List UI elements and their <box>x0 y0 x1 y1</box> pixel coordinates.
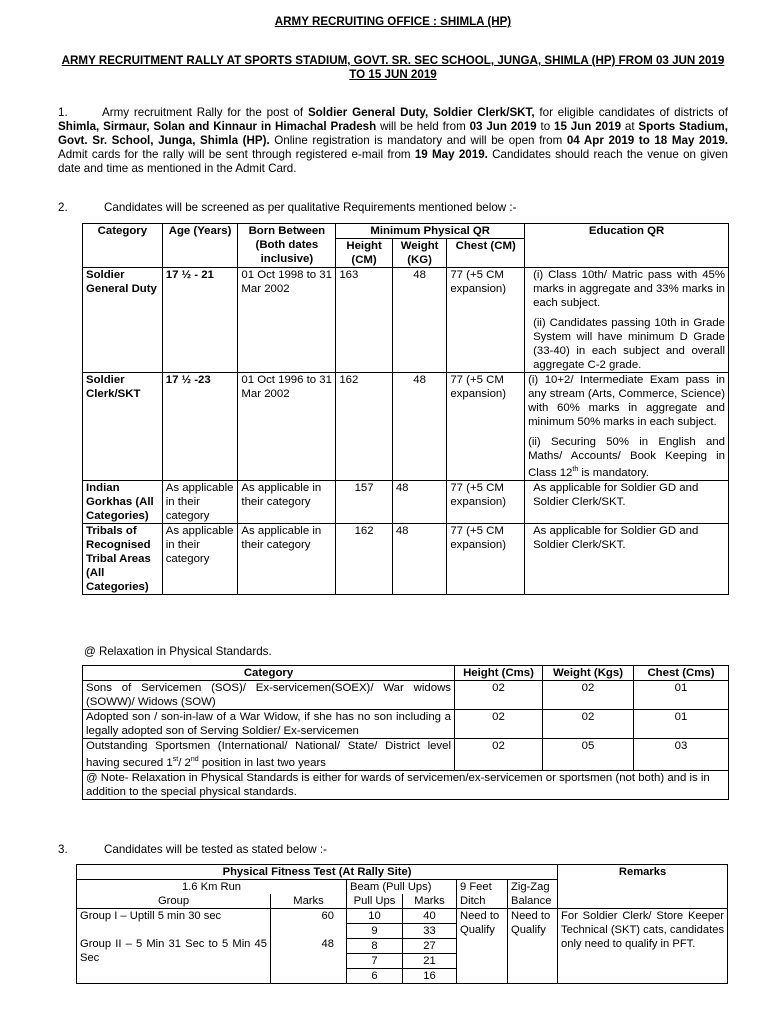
table-row: Soldier Clerk/SKT 17 ½ -23 01 Oct 1996 to 31 Mar 2002 162 48 77 (+5 CM expansion) (i) 10+2/ Intermediate Exam pass in any stream (Arts, Commerce, Science) with 60% marks in aggregate and minimum 50% marks in each subject. (ii) Securing 50% in English and Maths/ Accounts/ Book Keeping in Class 12th is mandatory. <box>83 373 729 481</box>
table-row: Outstanding Sportsmen (International/ National/ State/ District level having secured 1st/ 2nd position in last two years 02 05 03 <box>83 739 729 771</box>
paragraph-number: 1. <box>58 106 68 119</box>
table-row: Indian Gorkhas (All Categories) As applicable in their category As applicable in their category 157 48 77 (+5 CM expansion) As applicable for Soldier GD and Soldier Clerk/SKT. <box>83 480 729 523</box>
relaxation-table <box>82 665 729 800</box>
table-row: Tribals of Recognised Tribal Areas (All Categories) As applicable in their category As applicable in their category 162 48 77 (+5 CM expansion) As applicable for Soldier GD and Soldier Clerk/SKT. <box>83 523 729 594</box>
table-row: Sons of Servicemen (SOS)/ Ex-servicemen(SOEX)/ War widows (SOWW)/ Widows (SOW) 02 02 01 <box>83 681 729 710</box>
table-row: Adopted son / son-in-law of a War Widow, if she has no son including a legally adopted son of Serving Soldier/ Ex-servicemen 02 02 01 <box>83 710 729 739</box>
rally-heading: ARMY RECRUITMENT RALLY AT SPORTS STADIUM, GOVT. SR. SEC SCHOOL, JUNGA, SHIMLA (HP) FROM 03 JUN 2019 TO 15 JUN 2019 <box>61 54 725 81</box>
table-note-row: @ Note- Relaxation in Physical Standards is either for wards of servicemen/ex-servicemen or sportsmen (not both) and is in addition to the special physical standards. <box>83 770 729 799</box>
paragraph-2: 2. Candidates will be screened as per qualitative Requirements mentioned below :- <box>58 201 517 214</box>
paragraph-number: 3. <box>58 843 68 856</box>
table-row: 7 21 <box>77 954 728 969</box>
table-row: 6 16 <box>77 969 728 984</box>
qualitative-requirements-table <box>82 223 729 595</box>
physical-fitness-test-table <box>76 864 728 984</box>
table-row: Group I – Uptill 5 min 30 sec Group II – 5 Min 31 Sec to 5 Min 45 Sec 60 48 10 40 Need to Qualify Need to Qualify For Soldier Clerk/ Store Keeper Technical (SKT) cats, candidates only need to qualify in PFT. <box>77 909 728 924</box>
table-subheader-row: Group Marks Pull Ups Marks <box>77 894 728 909</box>
table-row: 8 27 <box>77 939 728 954</box>
paragraph-number: 2. <box>58 201 68 214</box>
table-header-row: Category Age (Years) Born Between (Both dates inclusive) Minimum Physical QR Education QR <box>83 224 729 239</box>
table-subheader-row: 1.6 Km Run Beam (Pull Ups) 9 Feet Ditch Zig-Zag Balance <box>77 880 728 895</box>
table-header-row: Physical Fitness Test (At Rally Site) Remarks <box>77 865 728 880</box>
page-title: ARMY RECRUITING OFFICE : SHIMLA (HP) <box>274 15 512 28</box>
paragraph-1: 1. Army recruitment Rally for the post of Soldier General Duty, Soldier Clerk/SKT, for eligible candidates of districts of Shimla, Sirmaur, Solan and Kinnaur in Himachal Pradesh will be held from 03 Jun 2019 to 15 Jun 2019 at Sports Stadium, Govt. Sr. School, Junga, Shimla (HP). Online registration is mandatory and will be open from 04 Apr 2019 to 18 May 2019. Admit cards for the rally will be sent through registered e-mail from 19 May 2019. Candidates should reach the venue on given date and time as mentioned in the Admit Card. <box>58 106 728 175</box>
table-row: Soldier General Duty 17 ½ - 21 01 Oct 1998 to 31 Mar 2002 163 48 77 (+5 CM expansion) (i) Class 10th/ Matric pass with 45% marks in aggregate and 33% marks in each subject. (ii) Candidates passing 10th in Grade System will have minimum D Grade (33-40) in each subject and overall aggregate C-2 grade. <box>83 268 729 373</box>
paragraph-3: 3. Candidates will be tested as stated below :- <box>58 843 327 856</box>
table-subheader-row: Height (CM) Weight (KG) Chest (CM) <box>83 239 729 268</box>
relaxation-note: @ Relaxation in Physical Standards. <box>84 645 272 658</box>
table-row: 9 33 <box>77 924 728 939</box>
table-header-row: Category Height (Cms) Weight (Kgs) Chest (Cms) <box>83 666 729 681</box>
